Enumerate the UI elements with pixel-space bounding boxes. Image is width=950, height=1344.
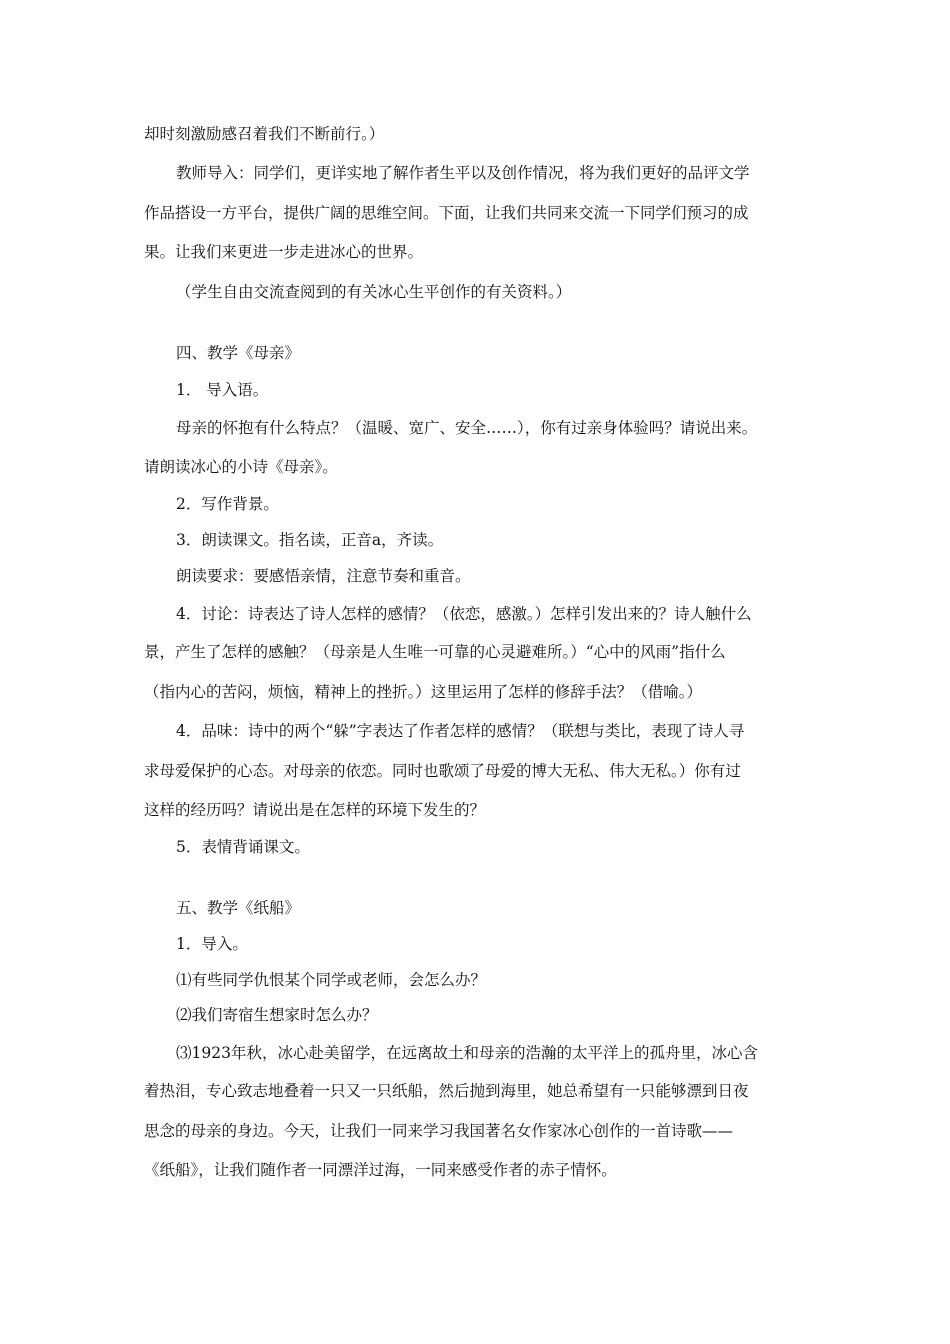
text-line: 着热泪，专心致志地叠着一只又一只纸船，然后抛到海里，她总希望有一只能够漂到日夜 [144, 1082, 749, 1100]
text-line: 作品搭设一方平台，提供广阔的思维空间。下面，让我们共同来交流一下同学们预习的成 [144, 204, 749, 222]
section-heading: 五、教学《纸船》 [176, 899, 301, 917]
section-heading: 四、教学《母亲》 [176, 344, 301, 362]
text-line: 3．朗读课文。指名读，正音a，齐读。 [176, 531, 444, 549]
text-line: 教师导入：同学们，更详实地了解作者生平以及创作情况，将为我们更好的品评文学 [176, 164, 750, 182]
text-line: （学生自由交流查阅到的有关冰心生平创作的有关资料。） [176, 283, 572, 301]
text-line: 5．表情背诵课文。 [176, 838, 310, 856]
text-line: 朗读要求：要感悟亲情，注意节奏和重音。 [176, 567, 471, 585]
text-line: ⑶1923年秋，冰心赴美留学，在远离故土和母亲的浩瀚的太平洋上的孤舟里，冰心含 [176, 1044, 758, 1062]
text-line: 求母爱保护的心态。对母亲的依恋。同时也歌颂了母爱的博大无私、伟大无私。）你有过 [144, 762, 741, 780]
text-line: 2．写作背景。 [176, 495, 279, 513]
text-line: （指内心的苦闷，烦恼，精神上的挫折。）这里运用了怎样的修辞手法？（借喻。） [144, 683, 703, 701]
text-line: 却时刻激励感召着我们不断前行。） [144, 125, 385, 143]
text-line: 《纸船》，让我们随作者一同漂洋过海，一同来感受作者的赤子情怀。 [144, 1161, 617, 1179]
text-line: ⑵我们寄宿生想家时怎么办？ [176, 1006, 378, 1024]
text-line: 1．导入。 [176, 935, 248, 953]
text-line: 果。让我们来更进一步走进冰心的世界。 [144, 243, 424, 261]
text-line: 思念的母亲的身边。今天，让我们一同来学习我国著名女作家冰心创作的一首诗歌—— [144, 1122, 734, 1140]
text-line: 4．讨论：诗表达了诗人怎样的感情？（依恋，感激。）怎样引发出来的？诗人触什么 [176, 605, 752, 623]
text-line: ⑴有些同学仇恨某个同学或老师，会怎么办？ [176, 971, 487, 989]
text-line: 母亲的怀抱有什么特点？（温暖、宽广、安全……），你有过亲身体验吗？请说出来。 [176, 419, 758, 437]
text-line: 4．品味：诗中的两个“躲”字表达了作者怎样的感情？（联想与类比，表现了诗人寻 [176, 722, 745, 740]
text-line: 请朗读冰心的小诗《母亲》。 [144, 458, 338, 476]
text-line: 景，产生了怎样的感触？（母亲是人生唯一可靠的心灵避难所。）“心中的风雨”指什么 [144, 643, 726, 661]
text-line: 1． 导入语。 [176, 381, 269, 399]
text-line: 这样的经历吗？请说出是在怎样的环境下发生的？ [144, 801, 486, 819]
